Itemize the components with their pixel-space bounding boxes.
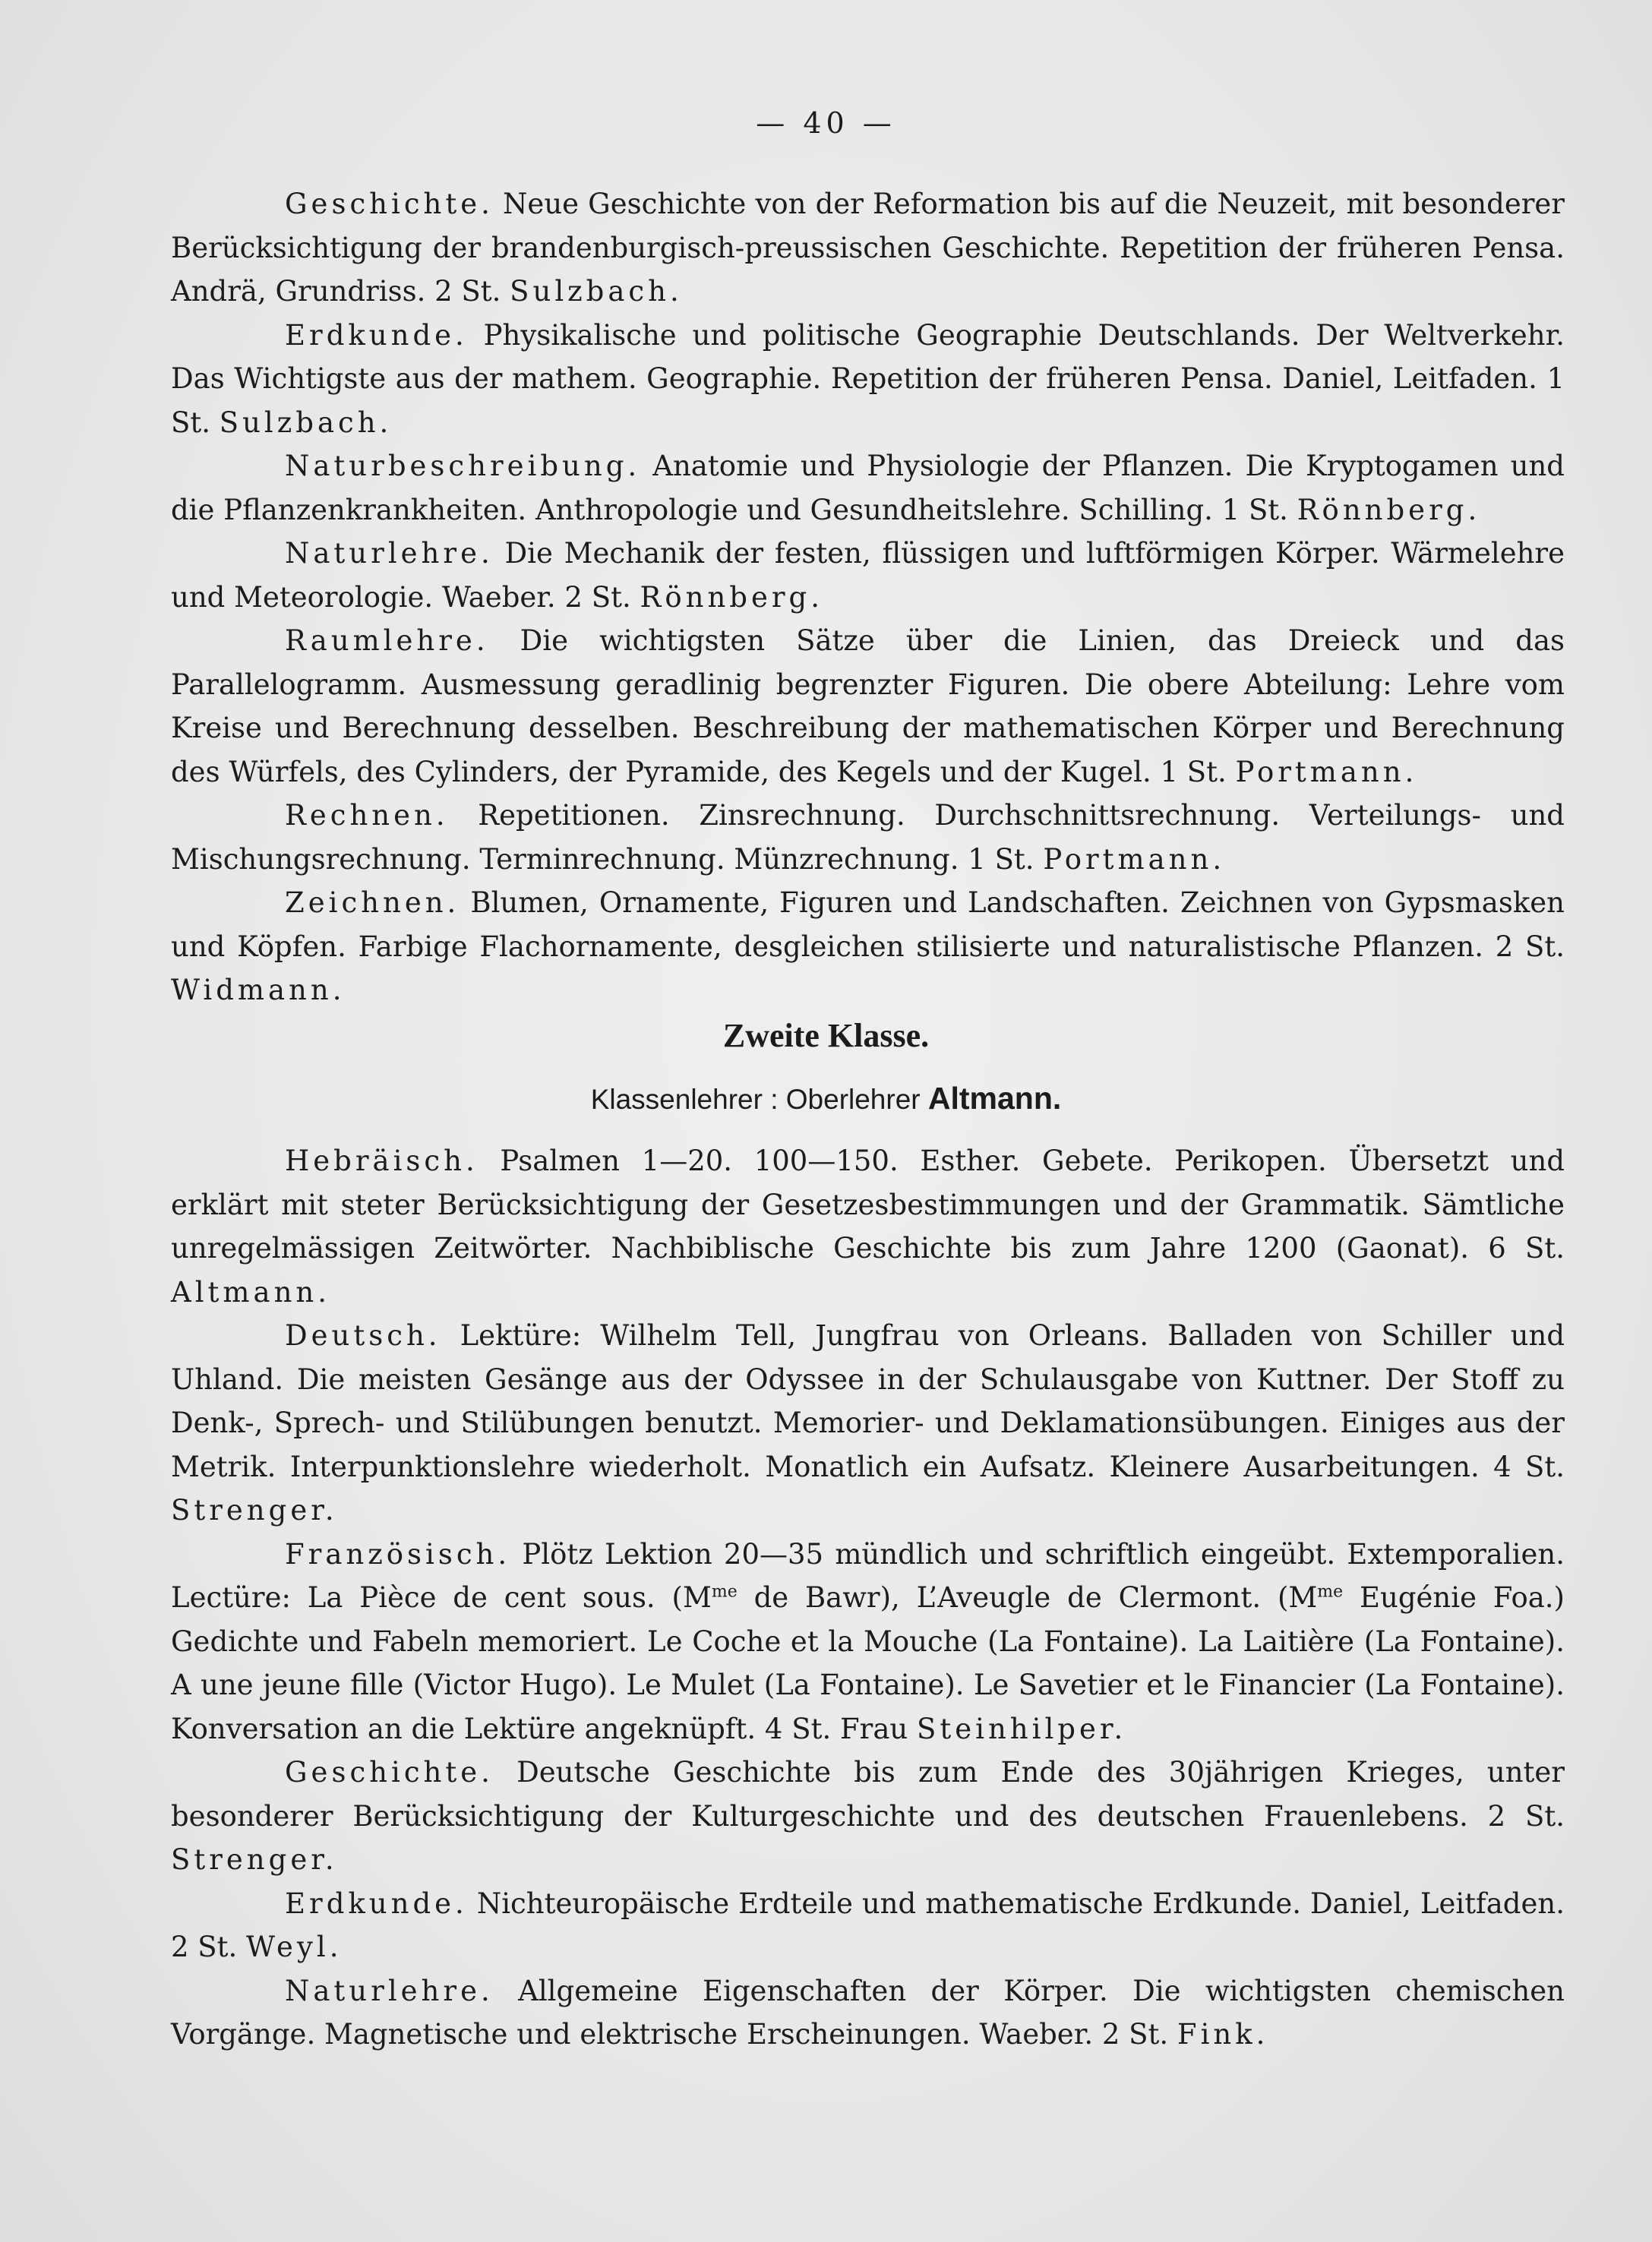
teacher-name: Altmann. [171, 1275, 330, 1309]
paragraph-text: Die Mechanik der festen, flüssigen und luftförmigen Körper. Wärmelehre und Meteorologie. Waeber. 2 St. [171, 537, 1565, 614]
teacher-name: Widmann. [171, 974, 346, 1006]
paragraph-text: Nichteuropäische Erdteile und mathematische Erdkunde. Daniel, Leitfaden. 2 St. [171, 1887, 1565, 1963]
paragraph-erdkunde [171, 1882, 1565, 1969]
subject-heading: Hebräisch. [285, 1145, 479, 1177]
paragraph-hebraeisch [171, 1139, 1565, 1314]
teacher-name: Rönnberg. [1297, 493, 1481, 526]
paragraph-text: Blumen, Ornamente, Figuren und Landschaften. Zeichnen von Gypsmasken und Köpfen. Farbige Flachornamente, desgleichen stilisierte und naturalistische Pflanzen. 2 St. [171, 886, 1565, 963]
subject-heading: Naturlehre. [285, 1974, 494, 2007]
paragraph-text: Psalmen 1—20. 100—150. Esther. Gebete. Perikopen. Übersetzt und erklärt mit steter Berücksichtigung der Gesetzesbestimmungen und der Grammatik. Sämtliche unregelmässigen Zeitwörter. Nachbiblische Geschichte bis zum Jahre 1200 (Gaonat). 6 St. [171, 1145, 1565, 1265]
teacher-name: Fink. [1177, 2018, 1269, 2051]
paragraph-text: Neue Geschichte von der Reformation bis auf die Neuzeit, mit besonderer Berücksichtigung der brandenburgisch-preussischen Geschichte. Repetition der früheren Pensa. Andrä, Grundriss. 2 St. [171, 188, 1565, 308]
second-class-curriculum [171, 1139, 1565, 2057]
subject-heading: Zeichnen. [285, 886, 460, 919]
teacher-name: Steinhilper. [917, 1712, 1127, 1745]
teacher-name: Rönnberg. [640, 580, 823, 614]
section-title: Zweite Klasse. [722, 1017, 930, 1054]
first-class-curriculum [171, 182, 1565, 1012]
paragraph-text: de Bawr), L’Aveugle de Clermont. (M [737, 1581, 1318, 1614]
subject-heading: Rechnen. [285, 799, 449, 832]
paragraph-erdkunde [171, 314, 1565, 445]
paragraph-franzoesisch [171, 1533, 1565, 1751]
subject-heading: Französisch. [285, 1537, 511, 1571]
subject-heading: Deutsch. [285, 1319, 441, 1352]
paragraph-text: Die wichtigsten Sätze über die Linien, das Dreieck und das Parallelogramm. Ausmessung geradlinig begrenzter Figuren. Die obere Abteilung: Lehre vom Kreise und Berechnung desselben. Beschreibung der mathematischen Körper und Berechnung des Würfels, des Cylinders, der Pyramide, des Kegels und der Kugel. 1 St. [171, 624, 1565, 788]
teacher-name: Strenger. [171, 1494, 338, 1527]
paragraph-text: Lektüre: Wilhelm Tell, Jungfrau von Orleans. Balladen von Schiller und Uhland. Die meisten Gesänge aus der Odyssee in der Schulausgabe von Kuttner. Der Stoff zu Denk-, Sprech- und Stilübungen benutzt. Memorier- und Deklamationsübungen. Einiges aus der Metrik. Interpunktionslehre wiederholt. Monatlich ein Aufsatz. Kleinere Ausarbeitungen. 4 St. [171, 1319, 1565, 1483]
paragraph-naturbeschreibung [171, 444, 1565, 532]
page-number: — 40 — [756, 106, 896, 140]
paragraph-naturlehre [171, 532, 1565, 619]
paragraph-geschichte [171, 182, 1565, 314]
superscript: me [1317, 1582, 1344, 1602]
superscript: me [711, 1582, 738, 1602]
class-teacher-name: Altmann. [927, 1081, 1062, 1116]
teacher-name: Sulzbach. [219, 406, 393, 439]
teacher-name: Strenger. [171, 1843, 338, 1876]
paragraph-zeichnen [171, 881, 1565, 1012]
subject-heading: Raumlehre. [285, 624, 489, 657]
subject-heading: Naturbeschreibung. [285, 450, 641, 482]
paragraph-text: Plötz Lektion 20—35 mündlich und schriftlich eingeübt. Extemporalien. Lectüre: La Pièce de cent sous. (M [171, 1537, 1565, 1614]
subject-heading: Erdkunde. [285, 1887, 468, 1920]
paragraph-text: Deutsche Geschichte bis zum Ende des 30jährigen Krieges, unter besonderer Berücksichtigung der Kulturgeschichte und des deutschen Frauenlebens. 2 St. [171, 1756, 1565, 1833]
paragraph-text: Physikalische und politische Geographie Deutschlands. Der Weltverkehr. Das Wichtigste aus der mathem. Geographie. Repetition der früheren Pensa. Daniel, Leitfaden. 1 St. [171, 318, 1565, 439]
paragraph-naturlehre [171, 1969, 1565, 2057]
paragraph-geschichte [171, 1751, 1565, 1882]
subject-heading: Erdkunde. [285, 318, 468, 352]
paragraph-rechnen [171, 794, 1565, 881]
teacher-name: Sulzbach. [510, 275, 683, 308]
class-teacher-label: Klassenlehrer : Oberlehrer [590, 1084, 921, 1115]
subject-heading: Naturlehre. [285, 537, 494, 570]
paragraph-text: Eugénie Foa.) Gedichte und Fabeln memoriert. Le Coche et la Mouche (La Fontaine). La Laitière (La Fontaine). A une jeune fille (Victor Hugo). Le Mulet (La Fontaine). Le Savetier et le Financier (La Fontaine). Konversation an die Lektüre angeknüpft. 4 St. Frau [171, 1581, 1565, 1745]
paragraph-raumlehre [171, 619, 1565, 794]
subject-heading: Geschichte. [285, 1756, 494, 1789]
teacher-name: Weyl. [246, 1931, 343, 1963]
paragraph-text: Repetitionen. Zinsrechnung. Durchschnittsrechnung. Verteilungs- und Mischungsrechnung. Terminrechnung. Münzrechnung. 1 St. [171, 799, 1565, 876]
teacher-name: Portmann. [1235, 755, 1418, 788]
paragraph-text: Anatomie und Physiologie der Pflanzen. Die Kryptogamen und die Pflanzenkrankheiten. Anthropologie und Gesundheitslehre. Schilling. 1 St. [171, 450, 1565, 526]
subject-heading: Geschichte. [285, 188, 494, 220]
class-teacher-line [0, 1081, 1652, 1116]
teacher-name: Portmann. [1043, 842, 1226, 876]
paragraph-deutsch [171, 1314, 1565, 1533]
paragraph-text: Allgemeine Eigenschaften der Körper. Die wichtigsten chemischen Vorgänge. Magnetische und elektrische Erscheinungen. Waeber. 2 St. [171, 1974, 1565, 2051]
